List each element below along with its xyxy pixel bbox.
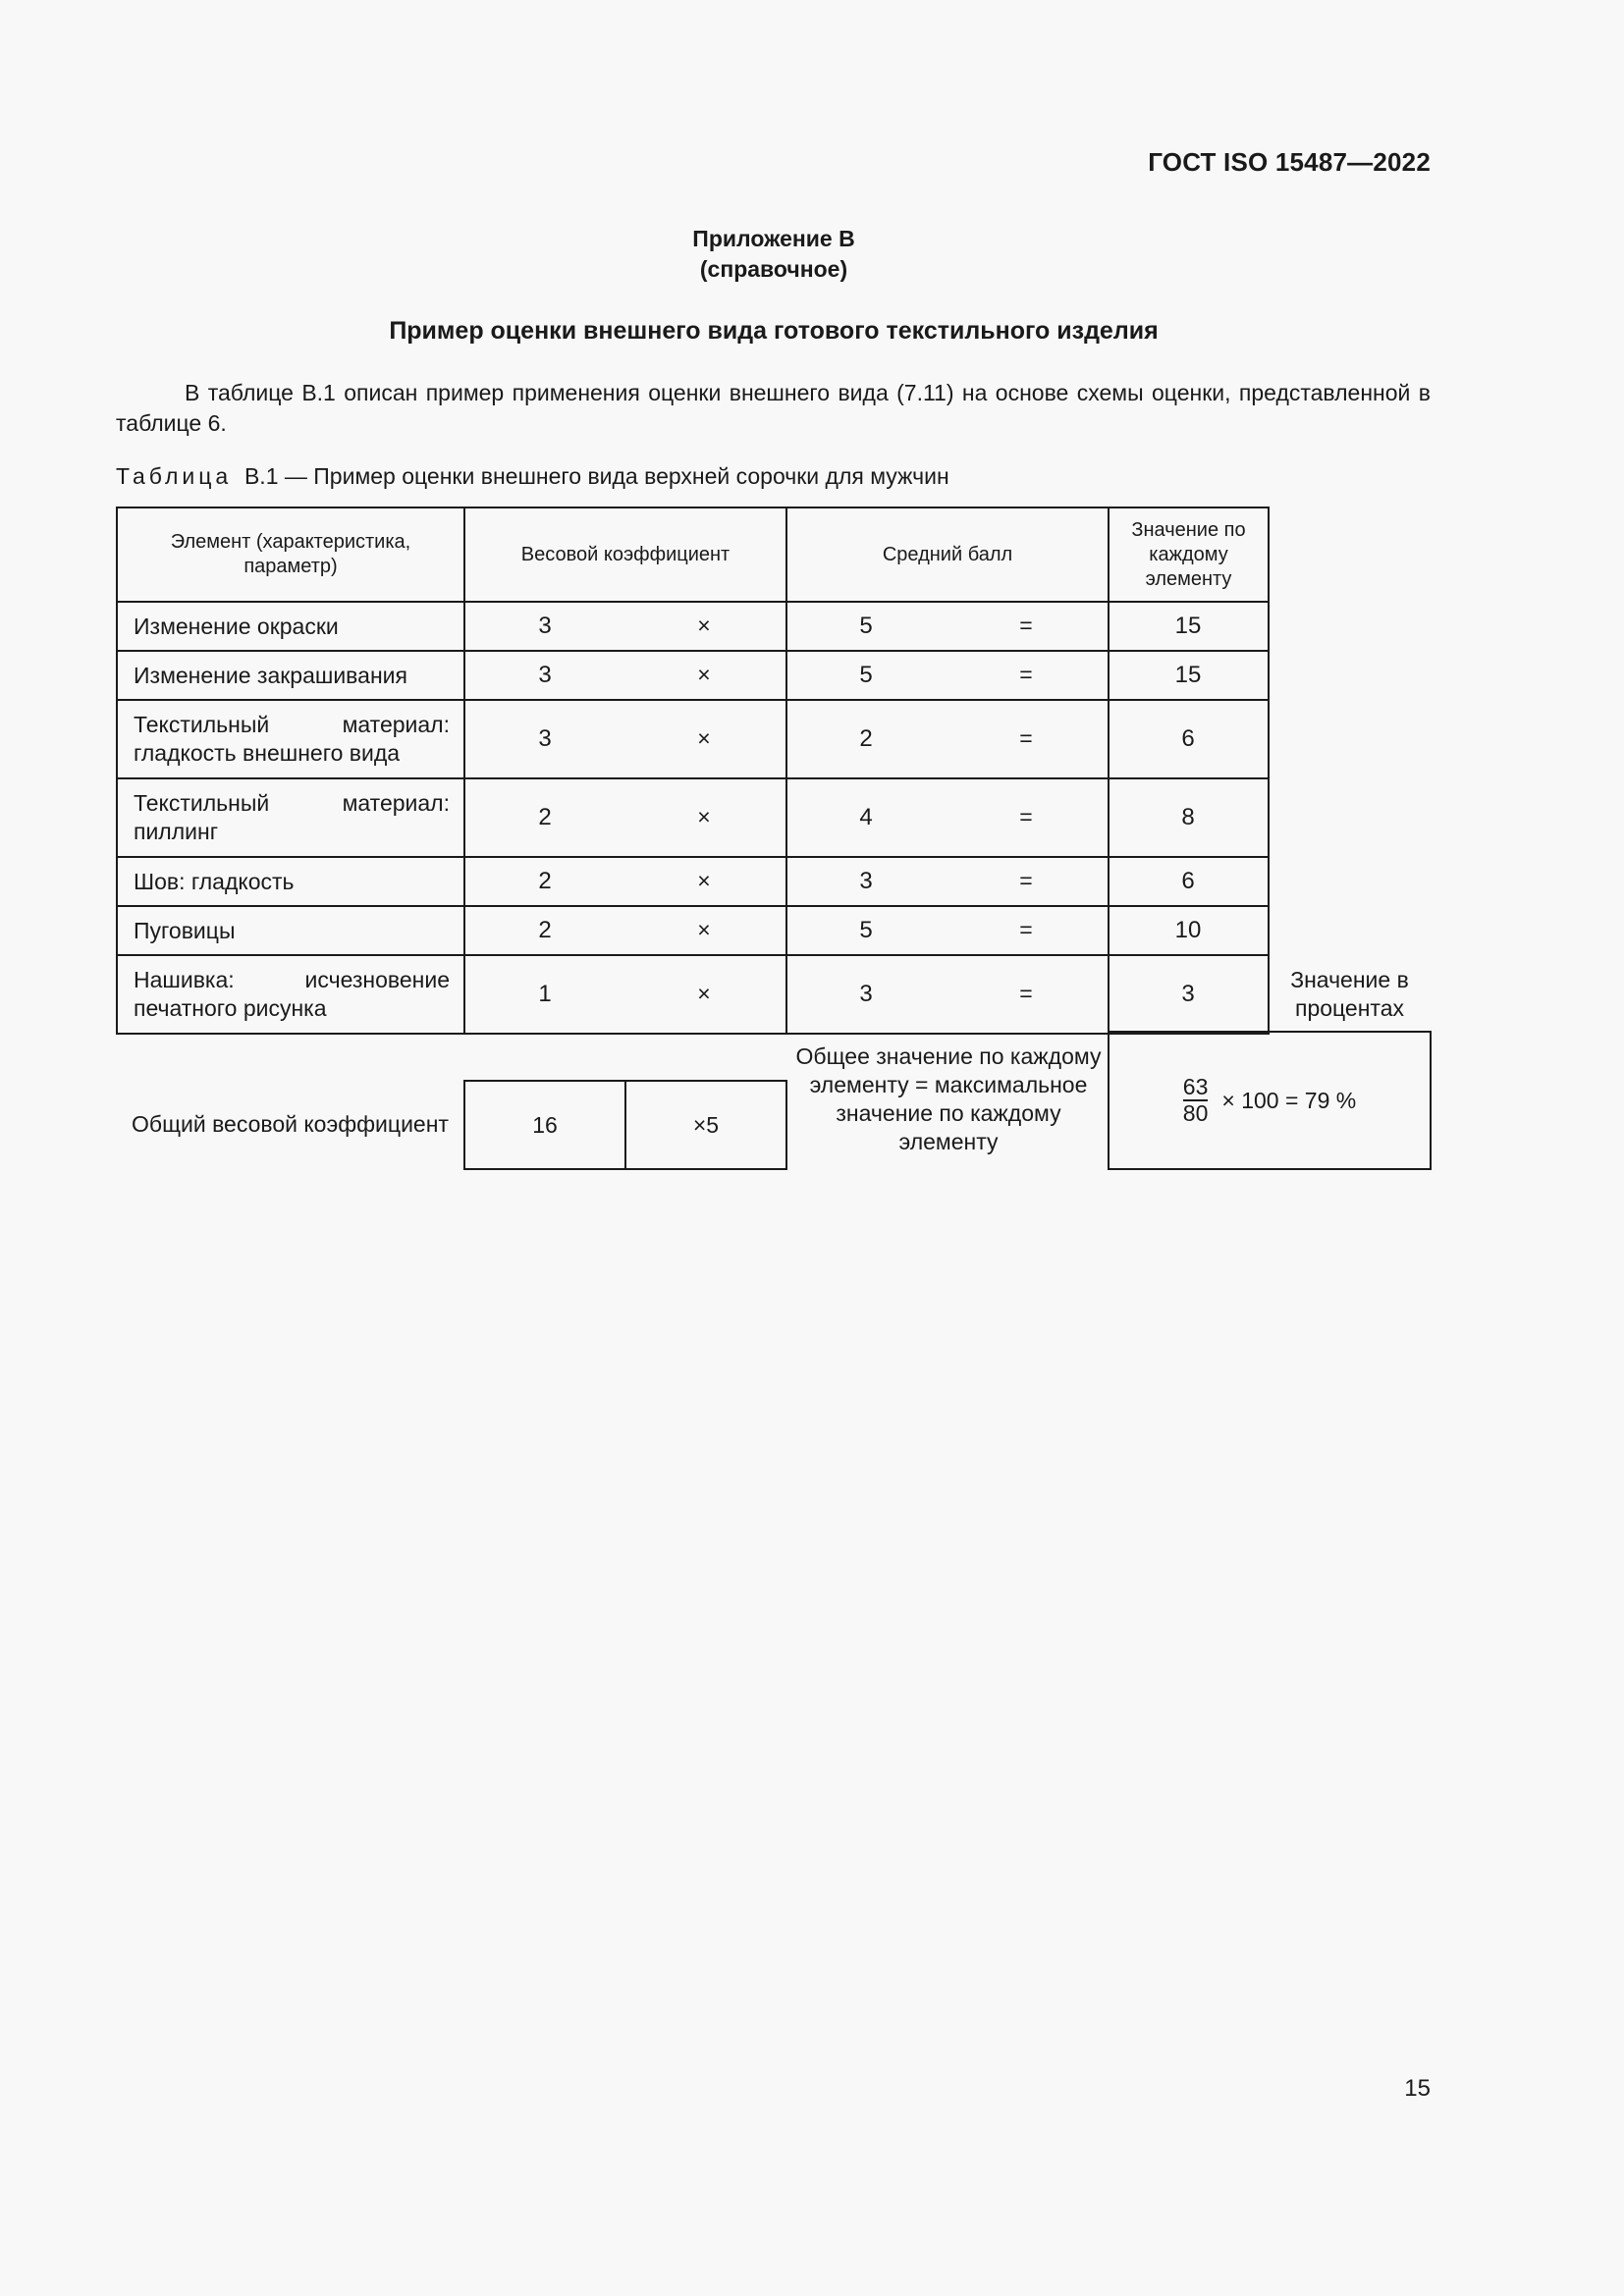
intro-paragraph: В таблице В.1 описан пример применения оценки внешнего вида (7.11) на основе схемы оценки, представленной в таблице 6. [116,380,1431,436]
row-element-cell [116,650,465,701]
page-number: 15 [1404,2075,1431,2102]
percent-result-text: × 100 = 79 % [1221,1087,1357,1113]
row-score: 2 [859,725,873,752]
row-element: Изменение закрашивания [134,662,407,688]
row-element-cell [116,699,465,779]
row-weight: 2 [538,804,552,830]
caption-prefix: Таблица [116,463,233,489]
fraction-numerator: 63 [1182,1074,1209,1099]
row-element-cell [116,954,465,1035]
row-element-cell [116,905,465,956]
row-weight: 1 [538,981,552,1007]
row-score: 4 [859,804,873,830]
equals-sign: = [1019,981,1033,1006]
row-element-cell [116,856,465,907]
formula-label: Общее значение по каждому элементу = максимальное значение по каждому элементу [795,1043,1102,1154]
fraction-denominator: 80 [1182,1100,1209,1126]
times-sign: × [697,868,711,893]
row-value: 3 [1181,981,1195,1007]
row-element: Шов: гладкость [134,868,295,894]
equals-sign: = [1019,725,1033,751]
row-value: 15 [1174,613,1202,639]
row-value: 6 [1181,725,1195,752]
row-element-cell [116,601,465,652]
fraction [1183,1075,1209,1126]
row-value: 6 [1181,868,1195,894]
row-value: 10 [1174,917,1202,943]
times-sign: × [697,613,711,638]
times-sign: × [697,981,711,1006]
appendix-heading [0,224,1547,285]
row-score: 3 [859,868,873,894]
caption-text: В.1 — Пример оценки внешнего вида верхней сорочки для мужчин [244,463,949,489]
equals-sign: = [1019,868,1033,893]
times-sign: × [697,725,711,751]
row-value: 15 [1174,662,1202,688]
row-value: 8 [1181,804,1195,830]
row-element: Текстильный материал: гладкость внешнего вида [134,712,450,766]
times-sign: × [697,917,711,942]
table-caption [116,463,949,490]
row-element: Нашивка: исчезновение печатного рисунка [134,967,450,1021]
header-weight: Весовой коэффициент [463,507,787,603]
header-element: Элемент (характеристика, параметр) [116,507,465,603]
row-weight: 2 [538,868,552,894]
equals-sign: = [1019,613,1033,638]
row-score: 5 [859,662,873,688]
equals-sign: = [1019,917,1033,942]
row-element: Текстильный материал: пиллинг [134,790,450,844]
row-weight: 2 [538,917,552,943]
row-score: 5 [859,613,873,639]
total-weight-label: Общий весовой коэффициент [132,1110,449,1137]
row-score: 5 [859,917,873,943]
percent-result [1108,1031,1432,1170]
appendix-title: Приложение В [692,226,855,251]
equals-sign: = [1019,804,1033,829]
section-title: Пример оценки внешнего вида готового текстильного изделия [389,317,1159,345]
header-score: Средний балл [785,507,1110,603]
percent-label: Значение в процентах [1290,967,1409,1021]
row-score: 3 [859,981,873,1007]
row-element: Пуговицы [134,917,236,943]
total-multiplier: ×5 [624,1080,787,1170]
header-value: Значение по каждому элементу [1108,507,1270,603]
row-weight: 3 [538,725,552,752]
times-sign: × [697,662,711,687]
row-element-cell [116,777,465,858]
document-header: ГОСТ ISO 15487—2022 [1148,147,1431,177]
row-element: Изменение окраски [134,613,339,639]
total-weight-sum: 16 [463,1080,626,1170]
row-weight: 3 [538,662,552,688]
appendix-subtitle: (справочное) [699,256,848,282]
equals-sign: = [1019,662,1033,687]
times-sign: × [697,804,711,829]
row-weight: 3 [538,613,552,639]
